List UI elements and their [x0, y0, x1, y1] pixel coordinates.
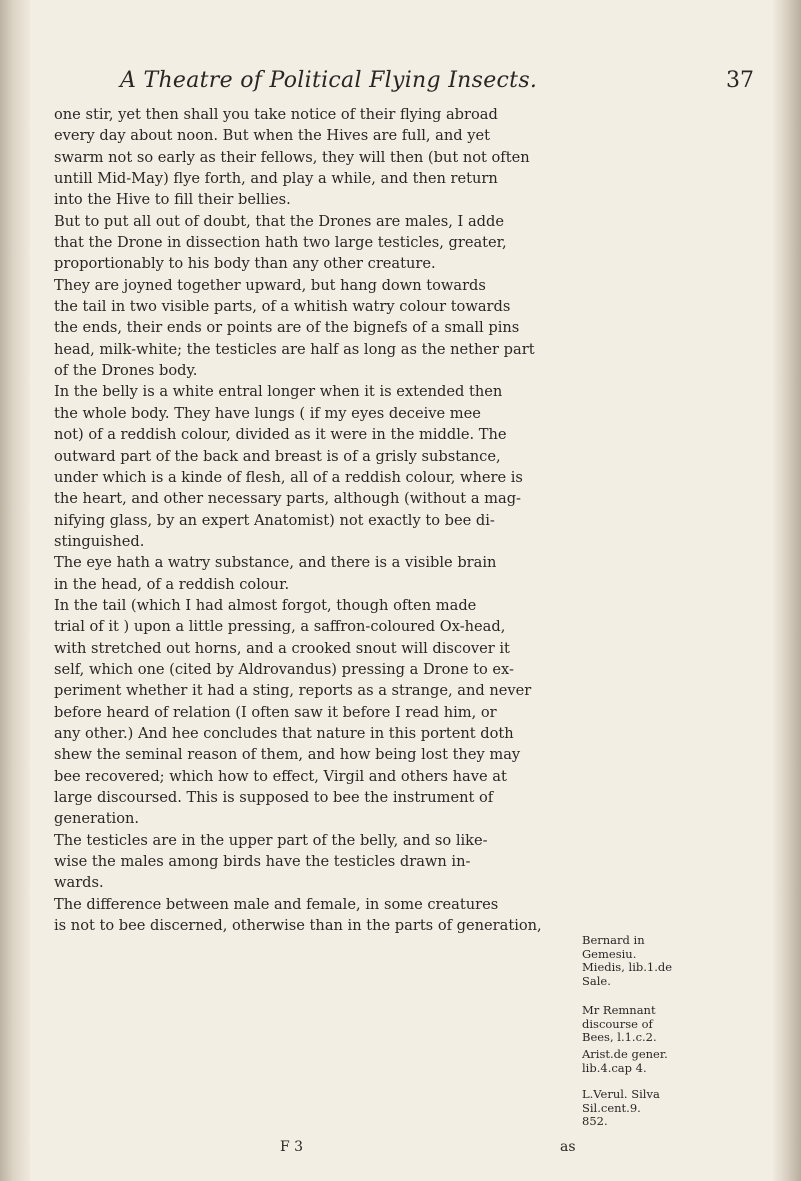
- margin-note-aristotle: [582, 1048, 668, 1075]
- margin-note-line: Sale.: [582, 973, 611, 988]
- text-line: swarm not so early as their fellows, they will then (but not often: [54, 148, 530, 166]
- right-page-edge: [773, 0, 801, 1181]
- text-line: shew the seminal reason of them, and how being lost they may: [54, 746, 521, 764]
- margin-note-line: Arist.de gener.: [582, 1047, 668, 1061]
- text-line: untill Mid-May) flye forth, and play a while, and then return: [54, 170, 498, 188]
- text-line: The testicles are in the upper part of the belly, and so like-: [54, 831, 488, 849]
- text-line: generation.: [54, 810, 140, 828]
- text-line: trial of it ) upon a little pressing, a saffron-coloured Ox-head,: [54, 618, 506, 636]
- text-line: the tail in two visible parts, of a whitish watry colour towards: [54, 298, 511, 316]
- margin-note-line: 852.: [582, 1114, 608, 1129]
- page-footer: [54, 1139, 654, 1169]
- text-line: with stretched out horns, and a crooked snout will discover it: [54, 639, 510, 657]
- margin-note-remnant: [582, 1004, 657, 1045]
- margin-note-line: Bernard in: [582, 933, 645, 947]
- page-number: 37: [726, 68, 754, 93]
- text-line: bee recovered; which how to effect, Virgil and others have at: [54, 767, 507, 785]
- margin-note-line: Sil.cent.9.: [582, 1100, 641, 1115]
- text-line: head, milk-white; the testicles are half as long as the nether part: [54, 340, 535, 358]
- text-line: the ends, their ends or points are of the bignefs of a small pins: [54, 319, 520, 337]
- margin-note-line: Bees, l.1.c.2.: [582, 1030, 657, 1045]
- margin-note-line: discourse of: [582, 1016, 653, 1031]
- text-line: They are joyned together upward, but hang down towards: [54, 276, 486, 294]
- signature-mark: F 3: [280, 1139, 304, 1155]
- text-line: The eye hath a watry substance, and there is a visible brain: [54, 554, 497, 572]
- text-line: nifying glass, by an expert Anatomist) not exactly to bee di-: [54, 511, 495, 529]
- text-line: proportionably to his body than any other creature.: [54, 255, 436, 273]
- text-line: the heart, and other necessary parts, although (without a mag-: [54, 490, 521, 508]
- margin-note-line: L.Verul. Silva: [582, 1087, 660, 1101]
- catchword: as: [560, 1139, 576, 1155]
- text-line: The difference between male and female, in some creatures: [54, 895, 499, 913]
- text-line: any other.) And hee concludes that nature in this portent doth: [54, 724, 514, 742]
- text-line: that the Drone in dissection hath two large testicles, greater,: [54, 234, 507, 252]
- text-line: stinguished.: [54, 532, 145, 550]
- text-line: before heard of relation (I often saw it before I read him, or: [54, 703, 497, 721]
- page-header: [80, 64, 760, 104]
- text-line: outward part of the back and breast is of a grisly substance,: [54, 447, 501, 465]
- text-line: not) of a reddish colour, divided as it were in the middle. The: [54, 426, 507, 444]
- text-line: But to put all out of doubt, that the Drones are males, I adde: [54, 212, 504, 230]
- margin-note-line: Mr Remnant: [582, 1003, 656, 1017]
- text-line: large discoursed. This is supposed to bee the instrument of: [54, 789, 494, 806]
- text-line: In the belly is a white entral longer when it is extended then: [54, 383, 503, 401]
- text-line: of the Drones body.: [54, 362, 198, 380]
- margin-note-line: Gemesiu.: [582, 946, 637, 961]
- text-line: self, which one (cited by Aldrovandus) pressing a Drone to ex-: [54, 660, 514, 678]
- text-line: into the Hive to fill their bellies.: [54, 191, 291, 209]
- text-line: In the tail (which I had almost forgot, though often made: [54, 596, 477, 614]
- text-line: is not to bee discerned, otherwise than in the parts of generation,: [54, 917, 542, 935]
- margin-note-line: Miedis, lib.1.de: [582, 960, 673, 975]
- text-line: one stir, yet then shall you take notice of their flying abroad: [54, 106, 498, 123]
- running-title: A Theatre of Political Flying Insects.: [120, 68, 538, 93]
- text-line: every day about noon. But when the Hives are full, and yet: [54, 127, 491, 145]
- text-line: wards.: [54, 874, 104, 892]
- margin-note-bernard: [582, 934, 672, 988]
- text-line: under which is a kinde of flesh, all of a reddish colour, where is: [54, 468, 523, 486]
- text-line: wise the males among birds have the testicles drawn in-: [54, 853, 471, 871]
- body-text: [54, 104, 579, 936]
- margin-note-verulam: [582, 1088, 660, 1129]
- margin-note-line: lib.4.cap 4.: [582, 1060, 647, 1075]
- text-line: the whole body. They have lungs ( if my eyes deceive mee: [54, 404, 481, 422]
- text-line: periment whether it had a sting, reports as a strange, and never: [54, 682, 532, 700]
- text-line: in the head, of a reddish colour.: [54, 575, 290, 593]
- left-binding-gutter: [0, 0, 30, 1181]
